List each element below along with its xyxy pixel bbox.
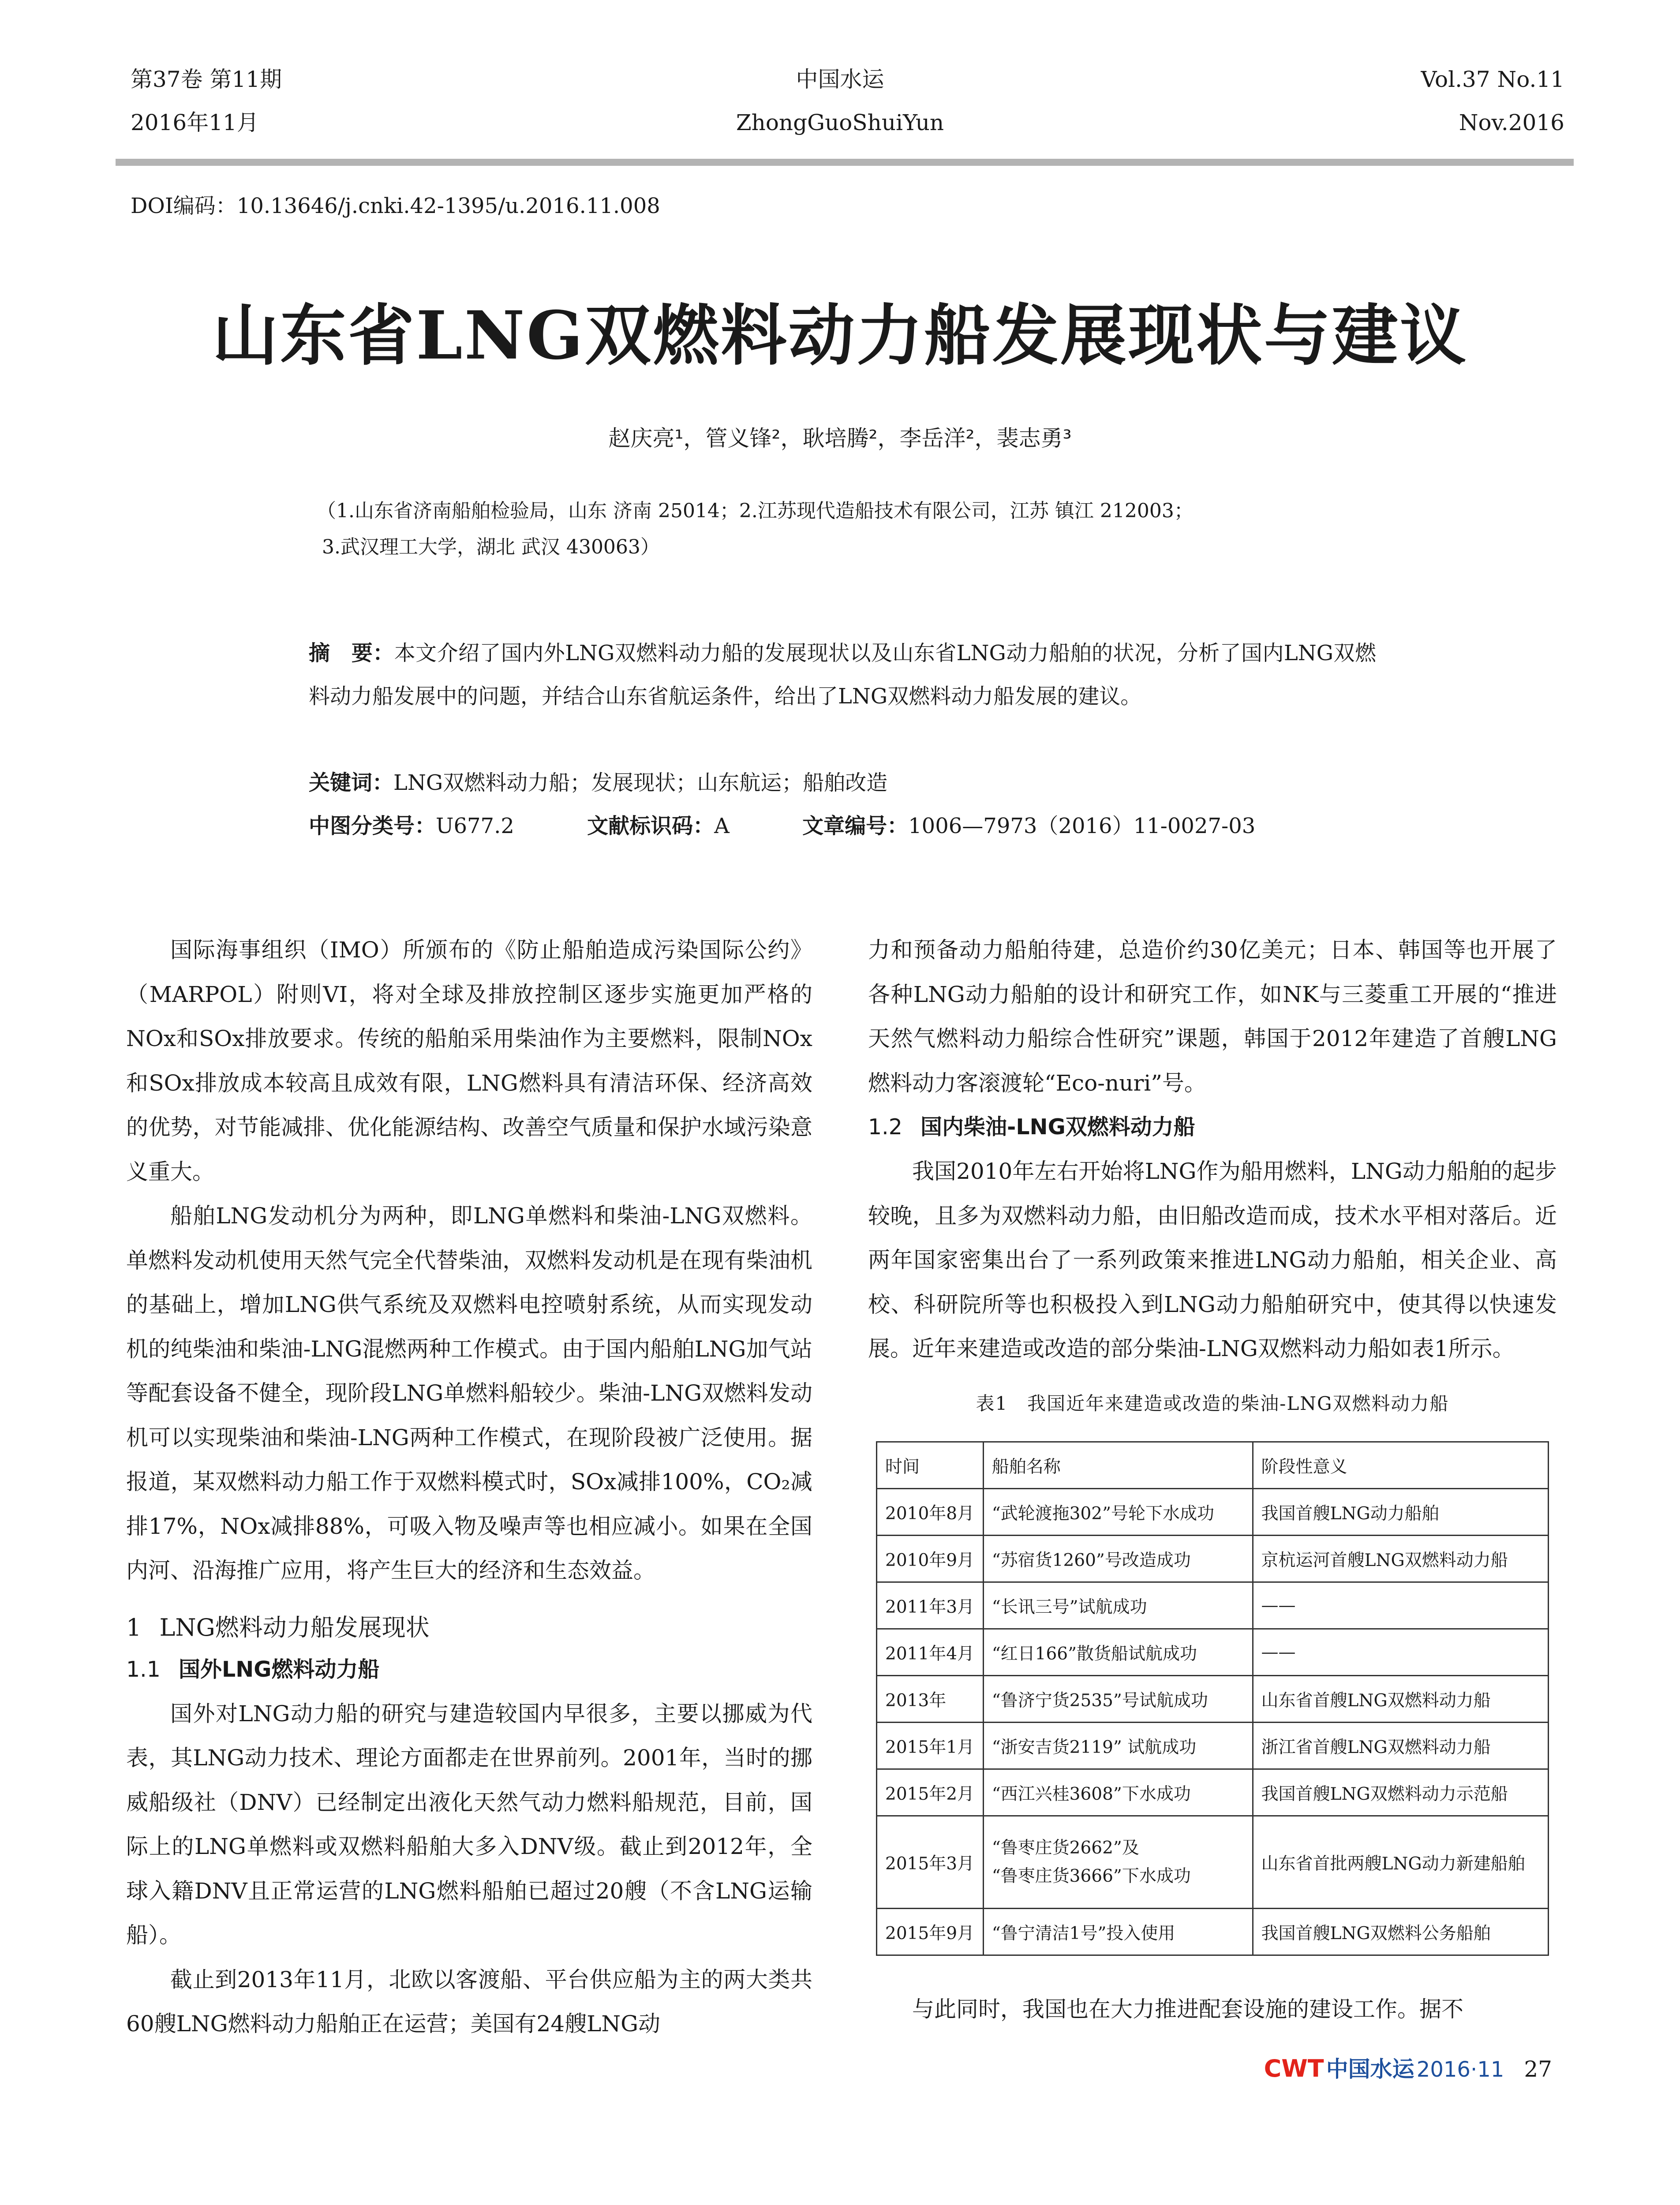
section-title: 国内柴油-LNG双燃料动力船 xyxy=(920,1114,1195,1140)
footer-issue: 2016·11 xyxy=(1416,2057,1504,2082)
section-1-heading xyxy=(126,1608,812,1648)
clc-value: U677.2 xyxy=(436,814,514,838)
table-row xyxy=(877,1909,1549,1955)
table-row xyxy=(877,1582,1549,1629)
table-row xyxy=(877,1489,1549,1536)
section-title: 国外LNG燃料动力船 xyxy=(179,1656,380,1682)
table-cell-significance: 阶段性意义 xyxy=(1253,1442,1548,1489)
table-cell-significance: —— xyxy=(1253,1629,1548,1676)
ship-table xyxy=(876,1441,1549,1956)
header-rule xyxy=(116,159,1574,166)
table-cell-significance: 山东省首批两艘LNG动力新建船舶 xyxy=(1253,1816,1548,1909)
table-cell-ship: “鲁枣庄货2662”及 “鲁枣庄货3666”下水成功 xyxy=(983,1816,1253,1909)
table-cell-ship: “鲁宁清洁1号”投入使用 xyxy=(983,1909,1253,1955)
affiliation-line-1: （1.山东省济南船舶检验局，山东 济南 25014；2.江苏现代造船技术有限公司，江苏 镇江 212003； xyxy=(317,500,1194,522)
paragraph: 截止到2013年11月，北欧以客渡船、平台供应船为主的两大类共60艘LNG燃料动力船舶正在运营；美国有24艘LNG动 xyxy=(126,1966,812,2037)
right-column xyxy=(868,928,1557,1371)
doi: DOI编码：10.13646/j.cnki.42-1395/u.2016.11.008 xyxy=(131,194,660,218)
keywords-text: LNG双燃料动力船；发展现状；山东航运；船舶改造 xyxy=(393,770,888,795)
abstract-text: 本文介绍了国内外LNG双燃料动力船的发展现状以及山东省LNG动力船舶的状况，分析了国内LNG双燃料动力船发展中的问题，并结合山东省航运条件，给出了LNG双燃料动力船发展的建议。 xyxy=(309,641,1376,709)
table-row xyxy=(877,1816,1549,1909)
table-cell-ship: “武轮渡拖302”号轮下水成功 xyxy=(983,1489,1253,1536)
footer xyxy=(1264,2052,1552,2083)
section-number: 1 xyxy=(126,1613,142,1641)
left-column xyxy=(126,928,812,2046)
clc-label: 中图分类号： xyxy=(309,814,436,838)
paragraph: 与此同时，我国也在大力推进配套设施的建设工作。据不 xyxy=(912,1996,1463,2022)
table-cell-time: 2011年3月 xyxy=(877,1582,984,1629)
abstract-label: 摘 要： xyxy=(309,641,394,665)
page-number: 27 xyxy=(1524,2056,1552,2082)
section-1-1-heading xyxy=(126,1648,812,1692)
header-date: 2016年11月 xyxy=(131,110,259,135)
header-vol-no: Vol.37 No.11 xyxy=(1421,67,1564,92)
footer-journal-name: 中国水运 xyxy=(1326,2056,1414,2082)
table-cell-ship: “苏宿货1260”号改造成功 xyxy=(983,1536,1253,1582)
keywords-block xyxy=(309,761,887,804)
table-cell-time: 2015年1月 xyxy=(877,1723,984,1769)
table-cell-significance: 我国首艘LNG双燃料动力示范船 xyxy=(1253,1769,1548,1816)
table-cell-time: 时间 xyxy=(877,1442,984,1489)
table-caption: 表1 我国近年来建造或改造的柴油-LNG双燃料动力船 xyxy=(976,1393,1449,1414)
table-cell-ship: “浙安吉货2119” 试航成功 xyxy=(983,1723,1253,1769)
header-month: Nov.2016 xyxy=(1459,110,1564,135)
table-cell-significance: 京杭运河首艘LNG双燃料动力船 xyxy=(1253,1536,1548,1582)
section-number: 1.1 xyxy=(126,1656,161,1682)
affiliations xyxy=(317,493,1194,565)
section-number: 1.2 xyxy=(868,1114,902,1140)
paragraph: 国外对LNG动力船的研究与建造较国内早很多，主要以挪威为代表，其LNG动力技术、理论方面都走在世界前列。2001年，当时的挪威船级社（DNV）已经制定出液化天然气动力燃料船规范，目前，国际上的LNG单燃料或双燃料船舶大多入DNV级。截止到2012年，全球入籍DNV且正常运营的LNG燃料船舶已超过20艘（不含LNG运输船）。 xyxy=(126,1700,812,1948)
table-cell-time: 2010年9月 xyxy=(877,1536,984,1582)
table-cell-significance: 浙江省首艘LNG双燃料动力船 xyxy=(1253,1723,1548,1769)
authors: 赵庆亮¹，管义锋²，耿培腾²，李岳洋²，裴志勇³ xyxy=(608,426,1072,451)
table-cell-time: 2015年3月 xyxy=(877,1816,984,1909)
table-row xyxy=(877,1629,1549,1676)
keywords-label: 关键词： xyxy=(309,770,394,795)
classification-block xyxy=(309,804,1376,848)
table-cell-significance: 我国首艘LNG动力船舶 xyxy=(1253,1489,1548,1536)
header-volume: 第37卷 第11期 xyxy=(131,67,282,92)
table-cell-significance: 山东省首艘LNG双燃料动力船 xyxy=(1253,1676,1548,1723)
table-cell-ship: 船舶名称 xyxy=(983,1442,1253,1489)
paper-title: 山东省LNG双燃料动力船发展现状与建议 xyxy=(212,297,1468,374)
paragraph: 我国2010年左右开始将LNG作为船用燃料，LNG动力船舶的起步较晚，且多为双燃料动力船，由旧船改造而成，技术水平相对落后。近两年国家密集出台了一系列政策来推进LNG动力船舶，相关企业、高校、科研院所等也积极投入到LNG动力船舶研究中，使其得以快速发展。近年来建造或改造的部分柴油-LNG双燃料动力船如表1所示。 xyxy=(868,1159,1557,1361)
doc-code-value: A xyxy=(714,814,730,838)
table-cell-time: 2010年8月 xyxy=(877,1489,984,1536)
table-cell-time: 2015年9月 xyxy=(877,1909,984,1955)
section-1-2-heading xyxy=(868,1105,1557,1149)
right-column-tail xyxy=(868,1987,1557,2032)
footer-brand-logo: CWT xyxy=(1264,2055,1324,2082)
affiliation-line-2: 3.武汉理工大学，湖北 武汉 430063） xyxy=(322,536,660,558)
paragraph: 力和预备动力船舶待建，总造价约30亿美元；日本、韩国等也开展了各种LNG动力船舶的设计和研究工作，如NK与三菱重工开展的“推进天然气燃料动力船综合性研究”课题，韩国于2012年建造了首艘LNG燃料动力客滚渡轮“Eco-nuri”号。 xyxy=(868,937,1557,1096)
header-journal-pinyin: ZhongGuoShuiYun xyxy=(736,110,944,135)
abstract-block xyxy=(309,632,1376,718)
table-cell-ship: “长讯三号”试航成功 xyxy=(983,1582,1253,1629)
article-number-label: 文章编号： xyxy=(802,814,909,838)
table-row xyxy=(877,1723,1549,1769)
table-row xyxy=(877,1536,1549,1582)
paragraph: 国际海事组织（IMO）所颁布的《防止船舶造成污染国际公约》（MARPOL）附则VI，将对全球及排放控制区逐步实施更加严格的NOx和SOx排放要求。传统的船舶采用柴油作为主要燃料，限制NOx和SOx排放成本较高且成效有限，LNG燃料具有清洁环保、经济高效的优势，对节能减排、优化能源结构、改善空气质量和保护水域污染意义重大。 xyxy=(126,937,812,1185)
table-cell-ship: “西江兴桂3608”下水成功 xyxy=(983,1769,1253,1816)
section-title: LNG燃料动力船发展现状 xyxy=(159,1613,430,1641)
table-row xyxy=(877,1769,1549,1816)
table-cell-time: 2013年 xyxy=(877,1676,984,1723)
table-cell-significance: —— xyxy=(1253,1582,1548,1629)
table-row xyxy=(877,1676,1549,1723)
table-cell-ship: “鲁济宁货2535”号试航成功 xyxy=(983,1676,1253,1723)
table-cell-time: 2015年2月 xyxy=(877,1769,984,1816)
table-header-row xyxy=(877,1442,1549,1489)
table-cell-time: 2011年4月 xyxy=(877,1629,984,1676)
doc-code-label: 文献标识码： xyxy=(587,814,715,838)
header-right xyxy=(1421,65,1564,137)
table-cell-ship: “红日166”散货船试航成功 xyxy=(983,1629,1253,1676)
article-number-value: 1006—7973（2016）11-0027-03 xyxy=(908,814,1256,838)
header-journal-cn: 中国水运 xyxy=(796,67,884,92)
paragraph: 船舶LNG发动机分为两种，即LNG单燃料和柴油-LNG双燃料。单燃料发动机使用天然气完全代替柴油，双燃料发动机是在现有柴油机的基础上，增加LNG供气系统及双燃料电控喷射系统，从而实现发动机的纯柴油和柴油-LNG混燃两种工作模式。由于国内船舶LNG加气站等配套设备不健全，现阶段LNG单燃料船较少。柴油-LNG双燃料发动机可以实现柴油和柴油-LNG两种工作模式，在现阶段被广泛使用。据报道，某双燃料动力船工作于双燃料模式时，SOx减排100%，CO₂减排17%，NOx减排88%，可吸入物及噪声等也相应减小。如果在全国内河、沿海推广应用，将产生巨大的经济和生态效益。 xyxy=(126,1203,812,1583)
table-cell-significance: 我国首艘LNG双燃料公务船舶 xyxy=(1253,1909,1548,1955)
